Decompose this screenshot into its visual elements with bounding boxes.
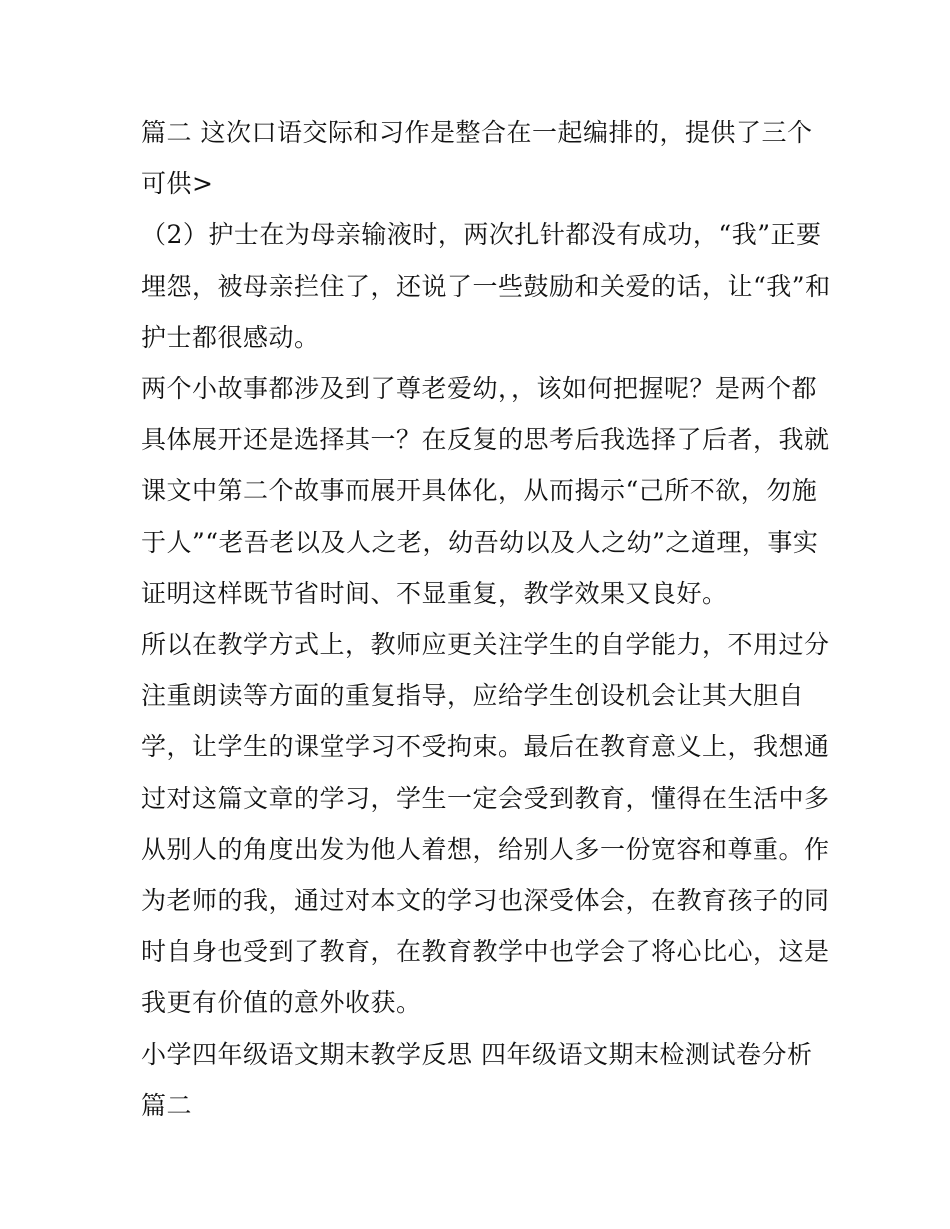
text-line: 两个小故事都涉及到了尊老爱幼，，该如何把握呢？是两个都 bbox=[141, 374, 818, 404]
paragraph-section-title bbox=[141, 1029, 821, 1131]
paragraph-story-2 bbox=[141, 209, 831, 363]
text-line: （2）护士在为母亲输液时，两次扎针都没有成功，“我”正要 bbox=[141, 220, 822, 250]
paragraph-teaching-method bbox=[141, 619, 830, 1029]
text-line: 学，让学生的课堂学习不受拘束。最后在教育意义上，我想通 bbox=[141, 732, 830, 762]
text-line: 从别人的角度出发为他人着想，给别人多一份宽容和尊重。作 bbox=[141, 834, 830, 864]
text-line: 过对这篇文章的学习，学生一定会受到教育，懂得在生活中多 bbox=[141, 783, 830, 813]
text-line: 于人”“老吾老以及人之老，幼吾幼以及人之幼”之道理，事实 bbox=[141, 527, 819, 557]
text-line: 时自身也受到了教育，在教育教学中也学会了将心比心，这是 bbox=[141, 937, 830, 967]
text-line: 可供> bbox=[141, 169, 214, 199]
text-line: 所以在教学方式上，教师应更关注学生的自学能力，不用过分 bbox=[141, 630, 830, 660]
text-line: 小学四年级语文期末教学反思 四年级语文期末检测试卷分析 bbox=[141, 1039, 813, 1069]
text-line: 篇二 bbox=[141, 1090, 193, 1120]
text-line: 为老师的我，通过对本文的学习也深受体会，在教育孩子的同 bbox=[141, 886, 830, 916]
paragraph-analysis bbox=[141, 363, 830, 619]
text-line: 护士都很感动。 bbox=[141, 322, 320, 352]
text-line: 注重朗读等方面的重复指导，应给学生创设机会让其大胆自 bbox=[141, 681, 805, 711]
text-line: 埋怨，被母亲拦住了，还说了一些鼓励和关爱的话，让“我”和 bbox=[141, 271, 831, 301]
document-page bbox=[141, 107, 831, 1131]
text-line: 课文中第二个故事而展开具体化，从而揭示“己所不欲，勿施 bbox=[141, 476, 818, 506]
paragraph-intro bbox=[141, 107, 821, 209]
text-line: 我更有价值的意外收获。 bbox=[141, 988, 422, 1018]
text-line: 篇二 这次口语交际和习作是整合在一起编排的，提供了三个 bbox=[141, 118, 813, 147]
text-line: 证明这样既节省时间、不显重复，教学效果又良好。 bbox=[141, 578, 728, 608]
text-line: 具体展开还是选择其一？在反复的思考后我选择了后者，我就 bbox=[141, 425, 830, 455]
